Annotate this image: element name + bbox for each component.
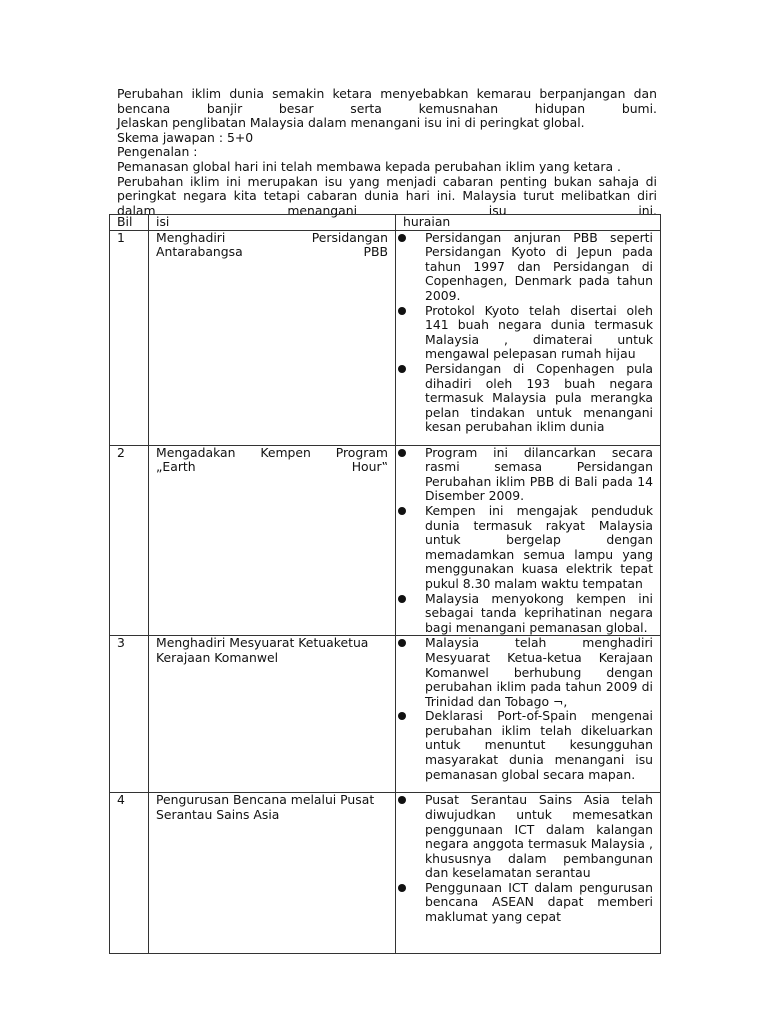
header-huraian: huraian: [396, 215, 661, 231]
bullet-icon: [398, 234, 406, 242]
intro-paragraph-1: Pemanasan global hari ini telah membawa kepada perubahan iklim yang ketara .: [117, 158, 621, 174]
huraian-item: Protokol Kyoto telah disertai oleh 141 buah negara dunia termasuk Malaysia , dimaterai untuk mengawal pelepasan rumah hijau: [403, 304, 653, 362]
header-isi: isi: [149, 215, 396, 231]
table-row: [110, 793, 661, 954]
table-row: [110, 445, 661, 636]
row-huraian: [396, 636, 661, 793]
table-header-row: [110, 215, 661, 231]
row-huraian: [396, 445, 661, 636]
row-isi: Pengurusan Bencana melalui Pusat Serantau Sains Asia: [149, 793, 396, 954]
answer-table: [109, 214, 661, 954]
row-number: 3: [110, 636, 149, 793]
huraian-item: Deklarasi Port-of-Spain mengenai perubahan iklim telah dikeluarkan untuk menuntut kesungguhan masyarakat dunia menangani isu pemanasan global secara mapan.: [403, 709, 653, 782]
intro-heading: Pengenalan :: [117, 144, 198, 160]
row-huraian: [396, 230, 661, 445]
row-huraian: [396, 793, 661, 954]
huraian-item: Pusat Serantau Sains Asia telah diwujudkan untuk memesatkan penggunaan ICT dalam kalangan negara anggota termasuk Malaysia , khususnya dalam pembangunan dan keselamatan serantau: [403, 793, 653, 881]
intro-question: Perubahan iklim dunia semakin ketara menyebabkan kemarau berpanjangan dan bencana banjir besar serta kemusnahan hidupan bumi.: [117, 86, 657, 116]
header-bil: Bil: [110, 215, 149, 231]
bullet-icon: [398, 639, 406, 647]
bullet-icon: [398, 365, 406, 373]
table-row: [110, 230, 661, 445]
huraian-item: Program ini dilancarkan secara rasmi semasa Persidangan Perubahan iklim PBB di Bali pada 14 Disember 2009.: [403, 446, 653, 504]
huraian-item: Kempen ini mengajak penduduk dunia termasuk rakyat Malaysia untuk bergelap dengan memadamkan semua lampu yang menggunakan kuasa elektrik tepat pukul 8.30 malam waktu tempatan: [403, 504, 653, 592]
bullet-icon: [398, 884, 406, 892]
intro-scheme: Skema jawapan : 5+0: [117, 129, 254, 145]
intro-section: [117, 87, 657, 218]
row-number: 1: [110, 230, 149, 445]
row-isi: Mengadakan Kempen Program „Earth Hour‟: [149, 445, 396, 636]
huraian-item: Persidangan anjuran PBB seperti Persidangan Kyoto di Jepun pada tahun 1997 dan Persidangan di Copenhagen, Denmark pada tahun 2009.: [403, 231, 653, 304]
intro-instruction: Jelaskan penglibatan Malaysia dalam menangani isu ini di peringkat global.: [117, 115, 585, 131]
bullet-icon: [398, 449, 406, 457]
bullet-icon: [398, 796, 406, 804]
huraian-item: Malaysia menyokong kempen ini sebagai tanda keprihatinan negara bagi menangani pemanasan global.: [403, 592, 653, 636]
huraian-item: Penggunaan ICT dalam pengurusan bencana ASEAN dapat memberi maklumat yang cepat: [403, 881, 653, 925]
bullet-icon: [398, 507, 406, 515]
bullet-icon: [398, 712, 406, 720]
table-row: [110, 636, 661, 793]
row-number: 4: [110, 793, 149, 954]
bullet-icon: [398, 307, 406, 315]
bullet-icon: [398, 595, 406, 603]
row-isi: Menghadiri Persidangan Antarabangsa PBB: [149, 230, 396, 445]
huraian-item: Malaysia telah menghadiri Mesyuarat Ketua-ketua Kerajaan Komanwel berhubung dengan perubahan iklim pada tahun 2009 di Trinidad dan Tobago ¬,: [403, 636, 653, 709]
row-isi: Menghadiri Mesyuarat Ketuaketua Kerajaan Komanwel: [149, 636, 396, 793]
row-number: 2: [110, 445, 149, 636]
huraian-item: Persidangan di Copenhagen pula dihadiri oleh 193 buah negara termasuk Malaysia pula merangka pelan tindakan untuk menangani kesan perubahan iklim dunia: [403, 362, 653, 435]
intro-paragraph-2: Perubahan iklim ini merupakan isu yang menjadi cabaran penting bukan sahaja di peringkat negara kita tetapi cabaran dunia hari ini. Malaysia turut melibatkan diri dalam menangani isu ini.: [117, 173, 657, 218]
